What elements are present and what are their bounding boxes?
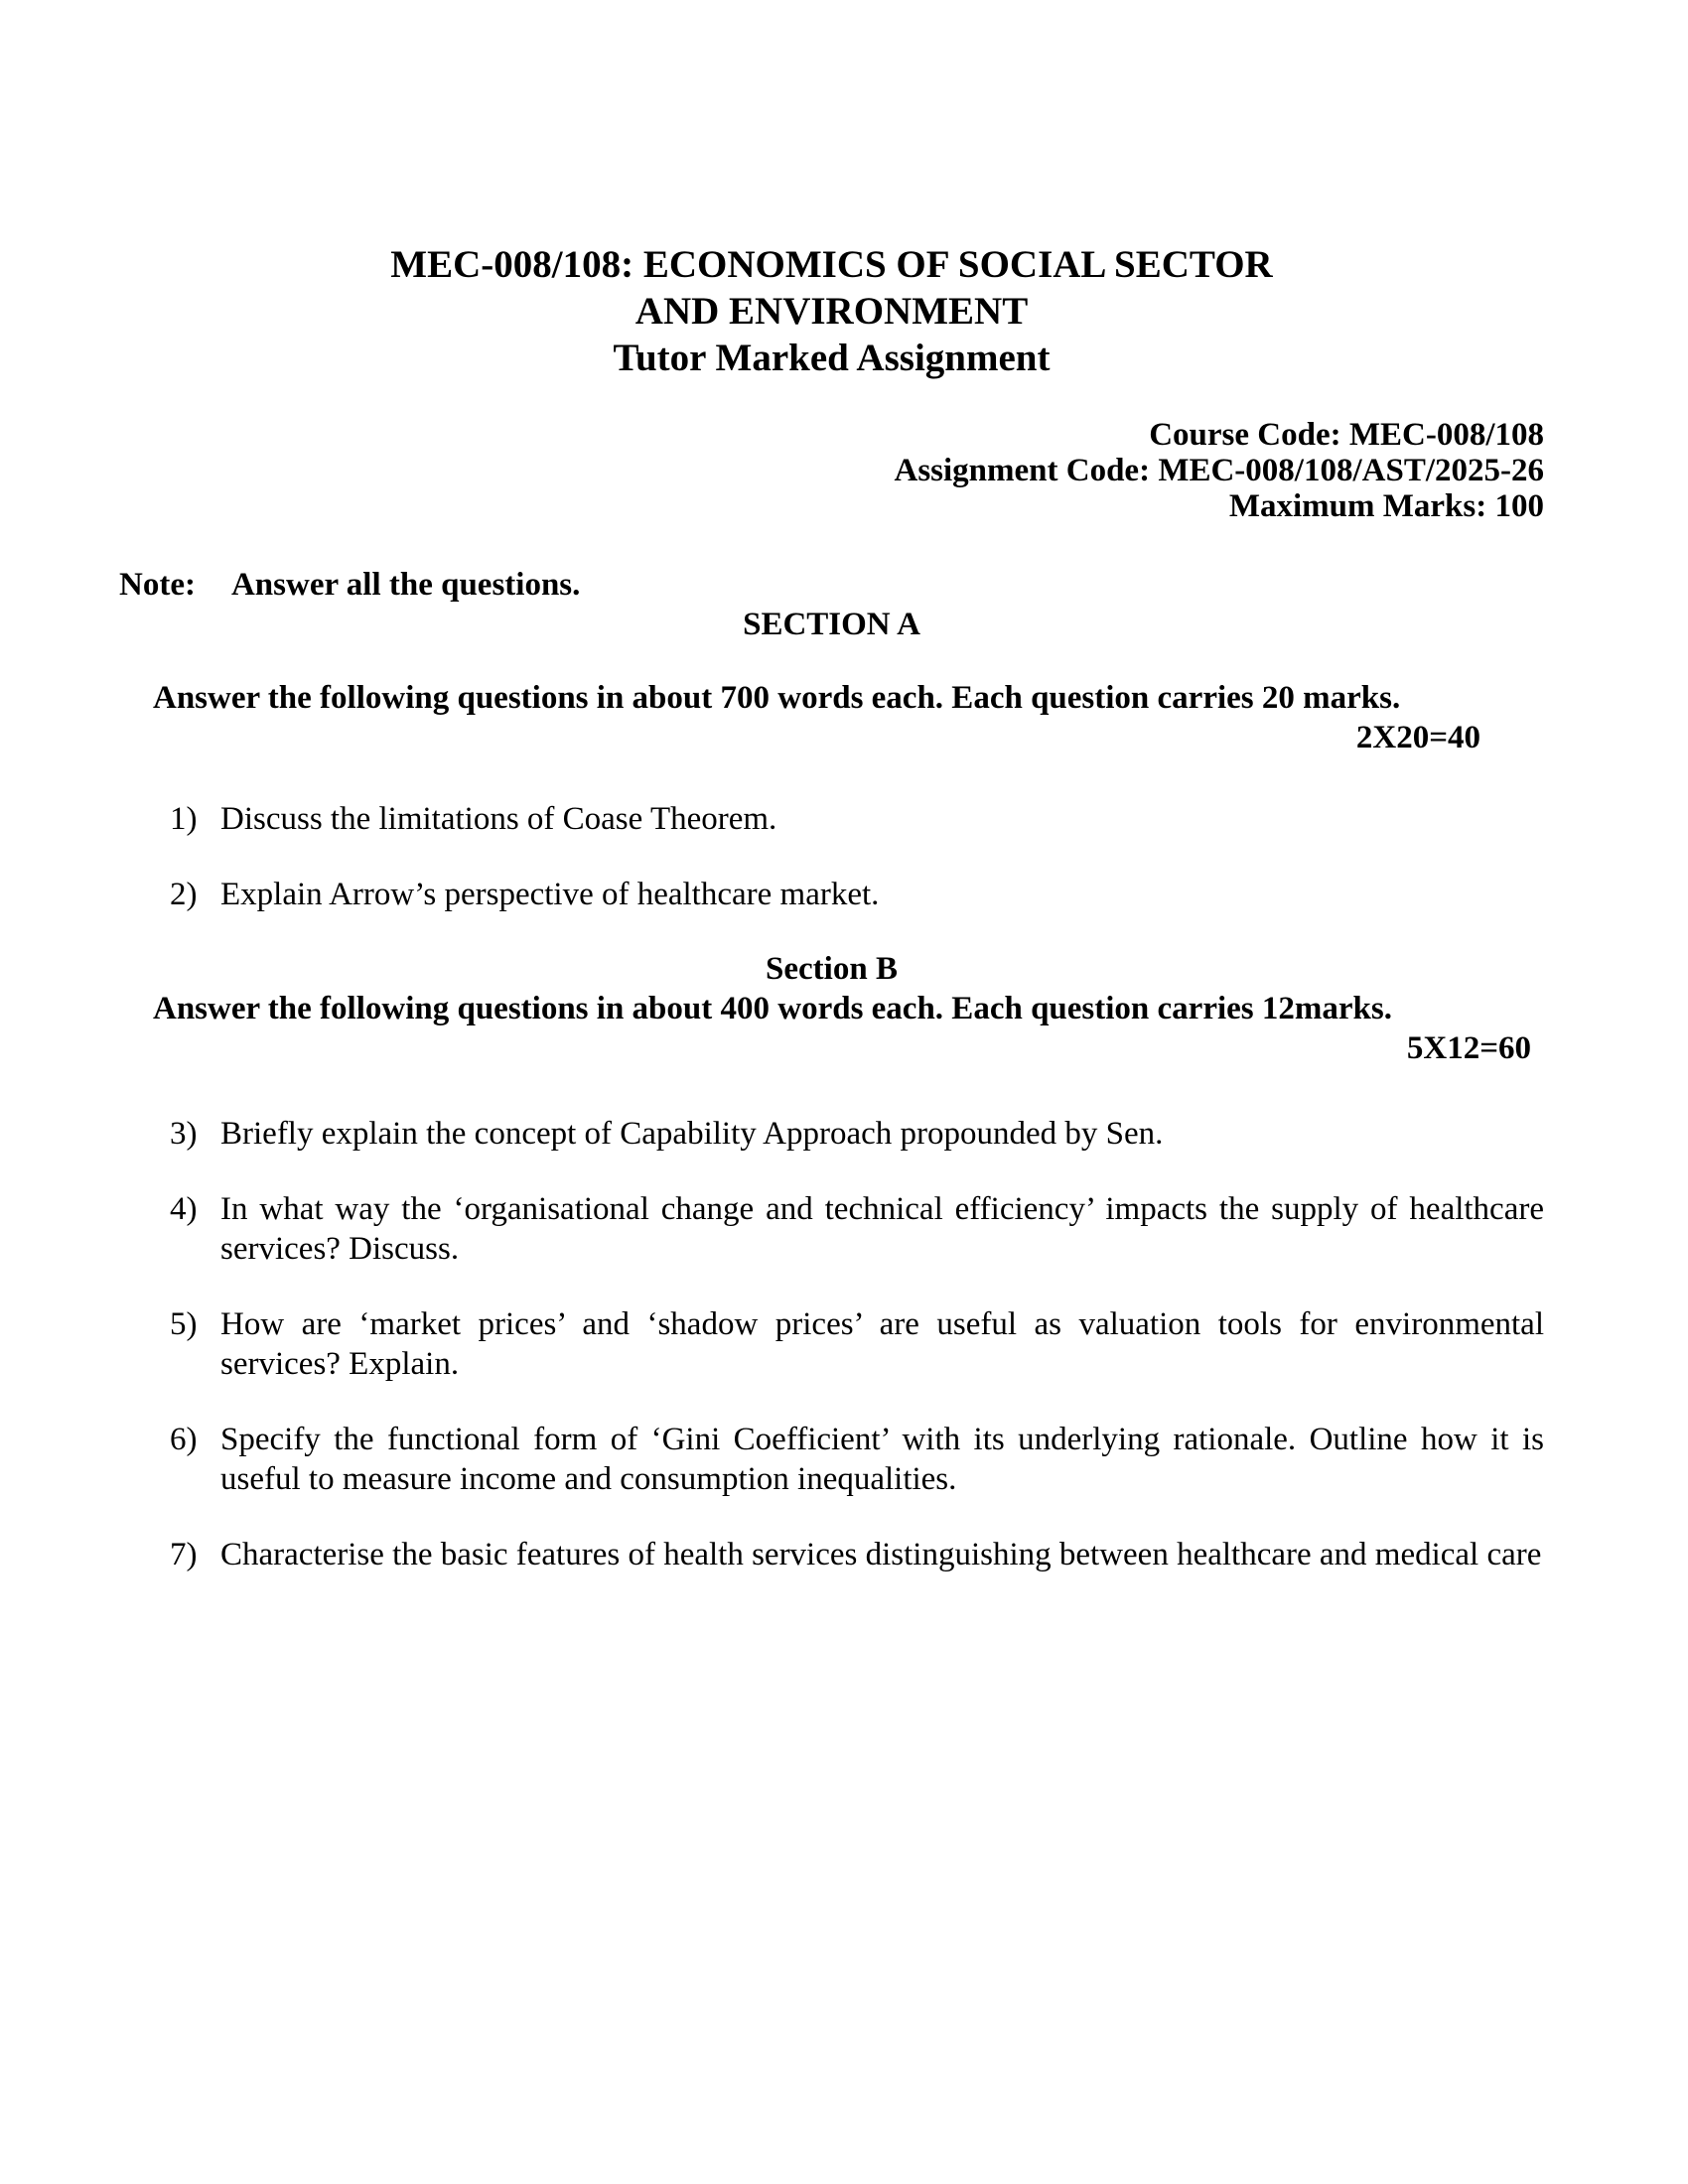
question-3 (170, 1114, 1544, 1154)
section-b-heading: Section B (766, 951, 898, 987)
section-a-heading: SECTION A (743, 607, 920, 642)
question-3-text: Briefly explain the concept of Capability Approach propounded by Sen. (220, 1116, 1164, 1152)
question-1 (170, 799, 1544, 839)
question-2-number: 2) (170, 877, 198, 912)
course-info-block (119, 417, 1544, 524)
course-code: Course Code: MEC-008/108 (1149, 417, 1544, 453)
question-4-text: In what way the ‘organisational change and technical efficiency’ impacts the supply of healthcare services? Discuss. (220, 1191, 1544, 1267)
question-1-text: Discuss the limitations of Coase Theorem. (220, 801, 777, 837)
question-6 (170, 1420, 1544, 1499)
question-7-number: 7) (170, 1537, 198, 1572)
assignment-code: Assignment Code: MEC-008/108/AST/2025-26 (894, 453, 1544, 488)
question-6-number: 6) (170, 1422, 198, 1457)
question-3-number: 3) (170, 1116, 198, 1152)
question-2-text: Explain Arrow’s perspective of healthcare market. (220, 877, 880, 912)
note-text: Answer all the questions. (230, 567, 581, 603)
document-title (119, 0, 1544, 381)
question-5 (170, 1304, 1544, 1384)
title-line-1: MEC-008/108: ECONOMICS OF SOCIAL SECTOR (390, 243, 1273, 286)
title-line-2: AND ENVIRONMENT (634, 290, 1029, 333)
question-4-number: 4) (170, 1191, 198, 1227)
note-line (119, 565, 1544, 605)
question-2 (170, 875, 1544, 914)
section-b-instruction: Answer the following questions in about 400 words each. Each question carries 12marks. (153, 991, 1392, 1026)
section-b-marks-total: 5X12=60 (1406, 1030, 1531, 1066)
question-7-text: Characterise the basic features of health services distinguishing between healthcare and medical care (220, 1537, 1542, 1572)
question-6-text: Specify the functional form of ‘Gini Coefficient’ with its underlying rationale. Outline how it is useful to measure income and consumption inequalities. (220, 1422, 1544, 1497)
title-line-3: Tutor Marked Assignment (613, 337, 1051, 379)
question-1-number: 1) (170, 801, 198, 837)
question-7 (170, 1535, 1544, 1574)
question-4 (170, 1189, 1544, 1269)
maximum-marks: Maximum Marks: 100 (1228, 488, 1544, 524)
question-5-text: How are ‘market prices’ and ‘shadow prices’ are useful as valuation tools for environmental services? Explain. (220, 1306, 1544, 1382)
section-a-marks-total: 2X20=40 (1355, 720, 1480, 755)
section-a-instruction: Answer the following questions in about 700 words each. Each question carries 20 marks. (153, 680, 1401, 716)
question-5-number: 5) (170, 1306, 198, 1342)
note-label: Note: (119, 567, 196, 603)
